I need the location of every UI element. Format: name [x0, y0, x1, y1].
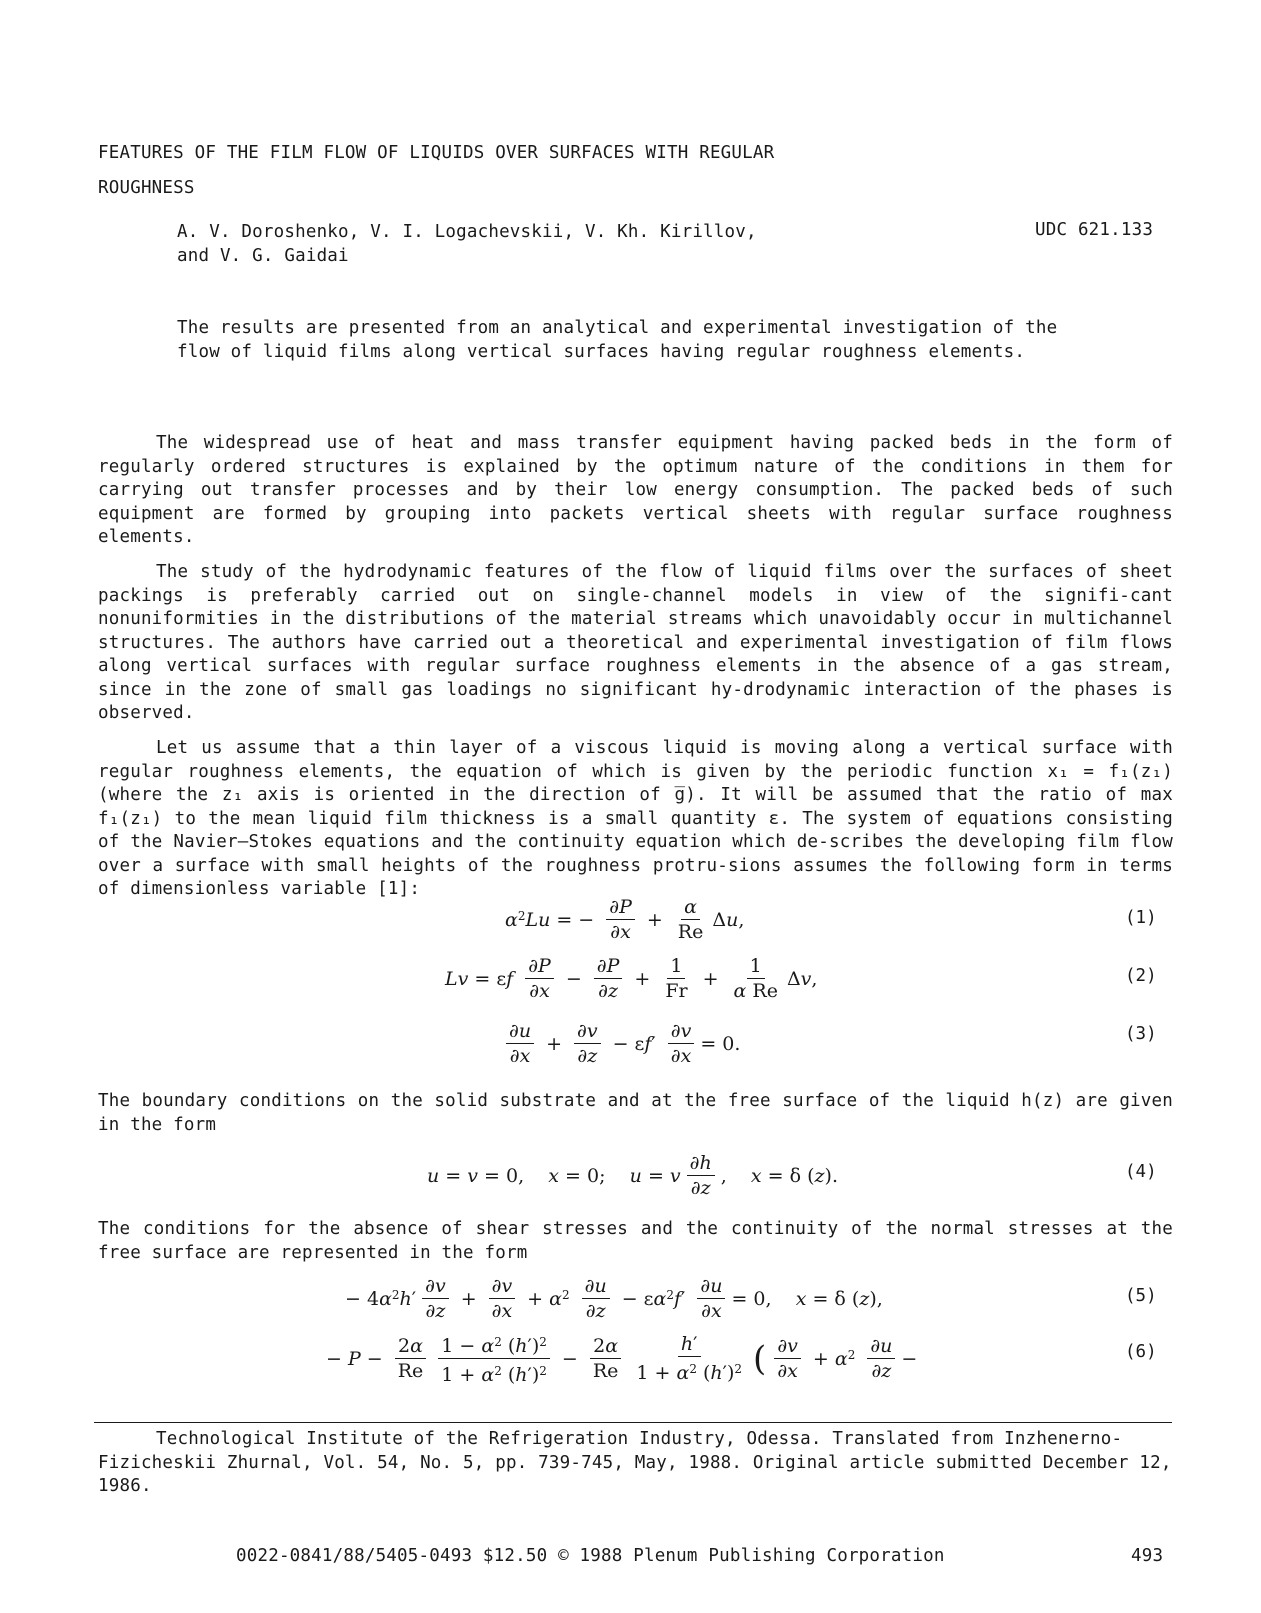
footnote-rule [94, 1422, 1172, 1423]
equation-6: − P − $\frac{2\alpha}{Re}$ $\frac{1 - \alpha^2 (h')^2}{1 + \alpha^2 (h')^2}$ − $\frac{2\alpha}{Re}$ $\frac{h'}{1 + \alpha^2 (h')^2}$ ( $\frac{\partial v}{\partial x}$ + $\alpha^2$ $\frac{\partial u}{\partial z}$ − [326, 1333, 918, 1386]
equation-3: $\frac{\partial u}{\partial x}$ + $\frac{\partial v}{\partial z}$ − εf′ $\frac{\partial v}{\partial x}$ = 0. [500, 1020, 740, 1067]
equation-4: u = v = 0, x = 0; u = v $\frac{\partial h}{\partial z}$ , x = δ (z). [427, 1152, 838, 1199]
equation-number-3: (3) [1125, 1024, 1157, 1044]
equation-number-4: (4) [1125, 1162, 1157, 1182]
paragraph-1-text: The widespread use of heat and mass transfer equipment having packed beds in the form of regularly ordered structures is explained by the optimum nature of the conditions in them for carrying out transfer processes and by their low energy consumption. The packed beds of such equipment are formed by grouping into packets vertical sheets with regular surface roughness elements. [98, 433, 1173, 547]
paragraph-2 [98, 561, 1173, 726]
equation-5: − $4\alpha^2h'$ $\frac{\partial v}{\partial z}$ + $\frac{\partial v}{\partial x}$ + $\alpha^2$ $\frac{\partial u}{\partial z}$ − $\varepsilon\alpha^2f'$ $\frac{\partial u}{\partial x}$ = 0, x = δ (z), [345, 1275, 883, 1322]
paragraph-4: The boundary conditions on the solid substrate and at the free surface of the liquid h(z) are given in the form [98, 1091, 1173, 1135]
copyright-line: 0022-0841/88/5405-0493 $12.50 © 1988 Plenum Publishing Corporation [236, 1546, 945, 1566]
paragraph-2-text: The study of the hydrodynamic features of the flow of liquid films over the surfaces of sheet packings is preferably carried out on single-channel models in view of the signifi-cant nonuniformities in the distributions of the material streams which unavoidably occur in multichannel structures. The authors have carried out a theoretical and experimental investigation of film flows along vertical surfaces with regular surface roughness elements in the absence of a gas stream, since in the zone of small gas loadings no significant hy-drodynamic interaction of the phases is observed. [98, 562, 1173, 723]
paragraph-3 [98, 737, 1173, 902]
equation-number-6: (6) [1125, 1342, 1157, 1362]
udc-code: UDC 621.133 [1035, 220, 1154, 240]
equation-number-5: (5) [1125, 1286, 1157, 1306]
paragraph-5: The conditions for the absence of shear stresses and the continuity of the normal stresses at the free surface are represented in the form [98, 1219, 1173, 1263]
title-line-1: FEATURES OF THE FILM FLOW OF LIQUIDS OVER SURFACES WITH REGULAR [98, 143, 775, 163]
equation-number-2: (2) [1125, 966, 1157, 986]
authors-line-1: A. V. Doroshenko, V. I. Logachevskii, V. Kh. Kirillov, [177, 222, 757, 242]
paragraph-1 [98, 432, 1173, 550]
abstract: The results are presented from an analytical and experimental investigation of the flow of liquid films along vertical surfaces having regular roughness elements. [177, 318, 1058, 362]
page-number: 493 [1131, 1546, 1164, 1566]
footnote [98, 1428, 1178, 1499]
authors [177, 220, 877, 268]
equation-number-1: (1) [1125, 908, 1157, 928]
equation-1: $\alpha^2Lu$ = − $\frac{\partial P}{\partial x}$ + $\frac{\alpha}{Re}$ Δu, [505, 896, 745, 943]
equation-2: Lv = εf $\frac{\partial P}{\partial x}$ − $\frac{\partial P}{\partial z}$ + $\frac{1}{Fr}$ + $\frac{1}{\text{α Re}}$ Δv, [445, 955, 818, 1002]
authors-line-2: and V. G. Gaidai [177, 246, 349, 266]
paragraph-3-text: Let us assume that a thin layer of a viscous liquid is moving along a vertical surface with regular roughness elements, the equation of which is given by the periodic function x₁ = f₁(z₁) (where the z₁ axis is oriented in the direction of g̅). It will be assumed that the ratio of max f₁(z₁) to the mean liquid film thickness is a small quantity ε. The system of equations consisting of the Navier–Stokes equations and the continuity equation which de-scribes the developing film flow over a surface with small heights of the roughness protru-sions assumes the following form in terms of dimensionless variable [1]: [98, 738, 1173, 899]
title-line-2: ROUGHNESS [98, 178, 195, 198]
footnote-text: Technological Institute of the Refrigeration Industry, Odessa. Translated from Inzhenerno-Fizicheskii Zhurnal, Vol. 54, No. 5, pp. 739-745, May, 1988. Original article submitted December 12, 1986. [98, 1429, 1172, 1496]
paper-title [98, 136, 998, 206]
